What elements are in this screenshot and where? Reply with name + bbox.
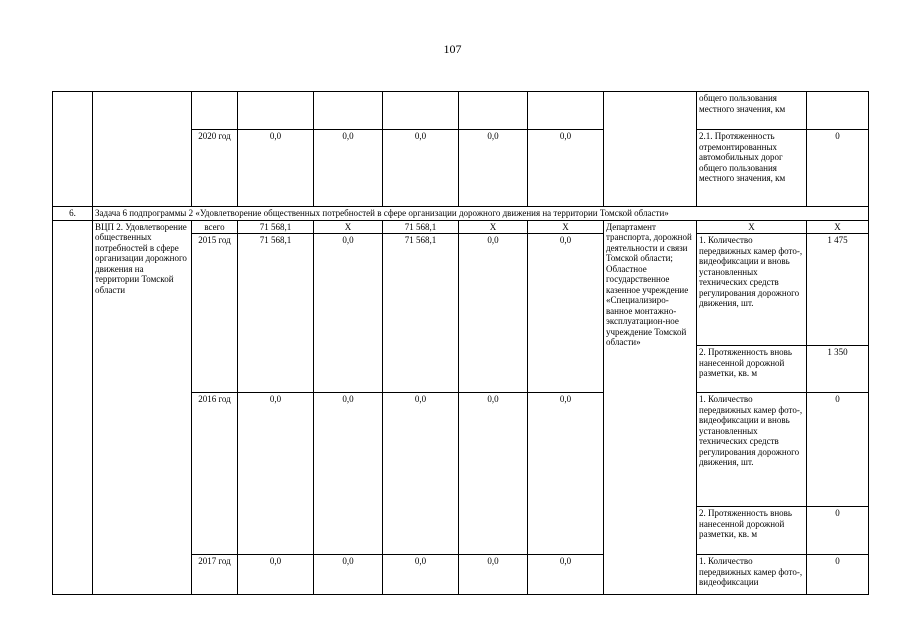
value-cell: 0,0 xyxy=(459,234,528,393)
value-cell xyxy=(383,92,459,130)
value-cell: 0,0 xyxy=(314,555,383,595)
value-cell: 0,0 xyxy=(238,555,314,595)
year-cell: 2016 год xyxy=(192,393,238,555)
value-cell: 0,0 xyxy=(238,393,314,555)
value-cell: X xyxy=(528,220,604,234)
value-cell xyxy=(528,92,604,130)
indicator-cell: 2. Протяженность вновь нанесенной дорожной разметки, кв. м xyxy=(697,346,807,393)
value-cell: 0,0 xyxy=(528,393,604,555)
indicator-value-cell: 0 xyxy=(807,393,869,507)
indicator-cell: 1. Количество передвижных камер фото-, видеофиксации и вновь установленных технических средств регулирования дорожного движения, шт. xyxy=(697,234,807,346)
row-number-cell xyxy=(53,92,93,207)
value-cell: X xyxy=(314,220,383,234)
value-cell: 71 568,1 xyxy=(238,220,314,234)
indicator-value-cell xyxy=(807,92,869,130)
indicator-value-cell: 0 xyxy=(807,555,869,595)
value-cell: 0,0 xyxy=(314,393,383,555)
value-cell: 0,0 xyxy=(383,555,459,595)
year-cell: 2015 год xyxy=(192,234,238,393)
indicator-cell: общего пользования местного значения, км xyxy=(697,92,807,130)
year-cell: всего xyxy=(192,220,238,234)
value-cell: 0,0 xyxy=(383,130,459,207)
task-title-cell: Задача 6 подпрограммы 2 «Удовлетворение общественных потребностей в сфере организации дорожного движения на территории Томской области» xyxy=(93,207,869,221)
executor-cell xyxy=(604,92,697,207)
value-cell: 0,0 xyxy=(528,555,604,595)
year-cell xyxy=(192,92,238,130)
indicator-value-cell: 1 350 xyxy=(807,346,869,393)
program-table xyxy=(52,91,869,595)
value-cell: 71 568,1 xyxy=(238,234,314,393)
value-cell: 0,0 xyxy=(528,234,604,393)
value-cell xyxy=(238,92,314,130)
value-cell xyxy=(314,92,383,130)
value-cell: 0,0 xyxy=(314,130,383,207)
value-cell: 0,0 xyxy=(459,130,528,207)
year-cell: 2020 год xyxy=(192,130,238,207)
indicator-value-cell: 1 475 xyxy=(807,234,869,346)
executor-cell: Департамент транспорта, дорожной деятельности и связи Томской области; Областное государственное казенное учреждение «Специализиро-ванное монтажно-эксплуатацион-ное учреждение Томской области» xyxy=(604,220,697,595)
task-row xyxy=(53,207,869,221)
task-number-cell: 6. xyxy=(53,207,93,221)
value-cell: 0,0 xyxy=(383,393,459,555)
program-name-cell xyxy=(93,92,192,207)
value-cell: 0,0 xyxy=(238,130,314,207)
value-cell: 0,0 xyxy=(459,555,528,595)
indicator-value-cell: 0 xyxy=(807,507,869,555)
program-name-cell: ВЦП 2. Удовлетворение общественных потребностей в сфере организации дорожного движения на территории Томской области xyxy=(93,220,192,595)
indicator-cell: 1. Количество передвижных камер фото-, видеофиксации xyxy=(697,555,807,595)
indicator-cell: X xyxy=(697,220,807,234)
page-number: 107 xyxy=(443,42,462,56)
table-row xyxy=(53,92,869,130)
indicator-cell: 2.1. Протяженность отремонтированных автомобильных дорог общего пользования местного значения, км xyxy=(697,130,807,207)
table-row xyxy=(53,220,869,234)
value-cell: 71 568,1 xyxy=(383,220,459,234)
year-cell: 2017 год xyxy=(192,555,238,595)
row-number-cell xyxy=(53,220,93,595)
value-cell xyxy=(459,92,528,130)
value-cell: 0,0 xyxy=(459,393,528,555)
value-cell: 71 568,1 xyxy=(383,234,459,393)
indicator-cell: 2. Протяженность вновь нанесенной дорожной разметки, кв. м xyxy=(697,507,807,555)
indicator-value-cell: 0 xyxy=(807,130,869,207)
indicator-value-cell: X xyxy=(807,220,869,234)
indicator-cell: 1. Количество передвижных камер фото-, видеофиксации и вновь установленных технических средств регулирования дорожного движения, шт. xyxy=(697,393,807,507)
value-cell: 0,0 xyxy=(528,130,604,207)
value-cell: X xyxy=(459,220,528,234)
value-cell: 0,0 xyxy=(314,234,383,393)
